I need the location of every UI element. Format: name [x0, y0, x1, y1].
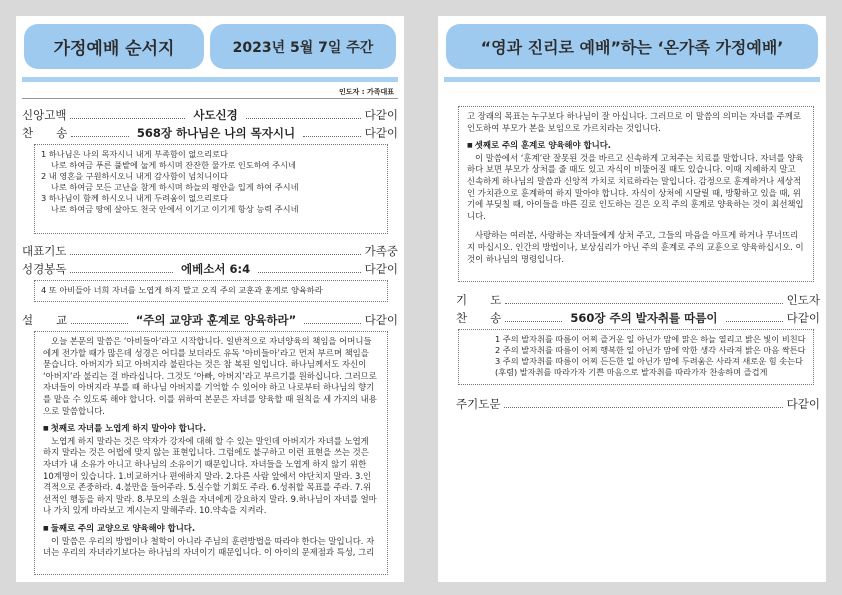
reading-box: [34, 280, 388, 302]
dot-leader: [71, 323, 128, 324]
lyric-line: 나로 하여금 모든 고난을 참게 하시며 하늘의 평안을 입게 하여 주시네: [51, 182, 299, 192]
row-label: 주기도문: [456, 397, 501, 411]
lyric-line: 나로 하여금 푸른 풀밭에 눕게 하시며 잔잔한 물가로 인도하여 주시네: [51, 160, 296, 170]
dot-leader: [303, 136, 361, 137]
row-label: 찬 송: [22, 126, 68, 140]
lyric-line: 3 주의 발자취를 따름이 어찌 든든한 일 아닌가 맘에 두려움은 사라져 새로운 힘 솟는다: [495, 356, 803, 366]
sermon-paragraph: 노엽게 하지 말라는 것은 약자가 강자에 대해 할 수 있는 말인데 아버지가 자녀를 노엽게 하지 말라는 것은 어법에 맞지 않는 표현입니다. 그럼에도 불구하고 이런 표현을 쓰는 것은 자녀가 내 소유가 아니고 하나님의 소유이기 때문입니다. 자녀들을 노엽게 하지 않기 위한 10계명이 있습니다. 1.비교하거나 편애하지 말라. 2.다른 사람 앞에서 야단치지 말라. 3.인격적으로 존중하라. 4.불만을 들어주라. 5.실수할 기회도 주라. 6.성취할 목표를 주라. 7.위선적인 행동을 하지 말라. 8.부모의 소원을 자녀에게 강요하지 말라. 9.하나님이 자녀를 얼마나 가치 있게 바라보고 계시는지 말해주라. 10.약속을 지켜라.: [43, 435, 377, 516]
header-divider: [444, 77, 820, 82]
row-center: “주의 교양과 훈계로 양육하라”: [135, 313, 297, 327]
row-label: 성경봉독: [22, 262, 67, 276]
sermon-paragraph: 고 장래의 목표는 누구보다 하나님이 잘 아십니다. 그러므로 이 말씀의 의미는 자녀를 주께로 인도하여 부모가 본을 보임으로 가르치라는 것입니다.: [467, 111, 801, 133]
row-hymn: [22, 125, 398, 141]
row-right: 다같이: [364, 313, 399, 327]
lyric-line: 2 내 영혼을 구원하시오니 내게 감사함이 넘치니이다: [41, 171, 228, 181]
row-confession: [22, 107, 398, 123]
lyric-line: 2 주의 발자취를 따름이 어찌 행복한 일 아닌가 맘에 악한 생각 사라져 밝은 마음 싹튼다: [495, 345, 806, 355]
row-right: 다같이: [364, 126, 399, 140]
row-sermon: [22, 312, 398, 328]
dot-leader: [505, 303, 782, 304]
bulletin-title: 가정예배 순서지: [24, 24, 204, 69]
dot-leader: [70, 272, 173, 273]
row-label: 신앙고백: [22, 108, 67, 122]
row-prayer: [22, 243, 398, 259]
row-label: 대표기도: [22, 244, 67, 258]
row-center: 사도신경: [193, 108, 238, 122]
bulletin-date: 2023년 5월 7일 주간: [210, 24, 396, 69]
bulletin-slogan: “영과 진리로 예배”하는 ‘온가족 가정예배’: [446, 24, 818, 69]
hymn-lyrics-box: [34, 144, 388, 234]
lyric-line: 나로 하여금 땅에 살아도 천국 안에서 이기고 이기게 항상 능력 주시네: [51, 204, 299, 214]
leader-divider: [22, 98, 398, 99]
sermon-box: [34, 331, 388, 575]
sermon-heading: ■ 셋째로 주의 훈계로 양육해야 합니다.: [467, 140, 805, 153]
row-center: 에베소서 6:4: [181, 262, 251, 276]
sermon-heading: ■ 첫째로 자녀를 노엽게 하지 말아야 합니다.: [43, 423, 379, 436]
sermon-paragraph: 사랑하는 여러분, 사랑하는 자녀들에게 상처 주고, 그들의 마음을 아프게 하거나 무너뜨리지 마십시오. 인간의 방법이나, 보상심리가 아닌 주의 훈계로 주의 교훈으로 양육하십시오. 이것이 하나님의 명령입니다.: [467, 230, 804, 264]
row-center: 568장 하나님은 나의 목자시니: [136, 126, 296, 140]
dot-leader: [304, 323, 361, 324]
lyric-line: 1 하나님은 나의 목자시니 내게 부족함이 없으리로다: [41, 149, 228, 159]
row-hymn: [456, 310, 820, 326]
left-page: [16, 16, 404, 582]
dot-leader: [246, 118, 361, 119]
scripture-text: 4 또 아비들아 너희 자녀를 노엽게 하지 말고 오직 주의 교훈과 훈계로 양육하라: [41, 285, 323, 295]
dot-leader: [70, 118, 185, 119]
row-right: 다같이: [786, 311, 820, 325]
sermon-heading: ■ 둘째로 주의 교양으로 양육해야 합니다.: [43, 523, 379, 536]
right-page: [438, 16, 826, 582]
row-right: 인도자: [786, 293, 820, 307]
row-center: 560장 주의 발자취를 따름이: [570, 311, 718, 325]
row-reading: [22, 261, 398, 277]
row-benediction: [456, 292, 820, 308]
header-divider: [22, 77, 398, 82]
hymn-lyrics-box: [458, 329, 814, 385]
lyric-line: 3 하나님이 함께 하시오니 내게 두려움이 없으리로다: [41, 193, 228, 203]
dot-leader: [71, 136, 129, 137]
sermon-box-continued: [458, 106, 814, 282]
leader-label: 인도자 : 가족대표: [338, 88, 394, 96]
dot-leader: [505, 321, 562, 322]
row-right: 가족중: [364, 244, 398, 258]
dot-leader: [70, 254, 360, 255]
dot-leader: [258, 272, 361, 273]
row-right: 다같이: [364, 108, 399, 122]
row-right: 다같이: [364, 262, 398, 276]
row-lords-prayer: [456, 396, 820, 412]
sermon-paragraph: 오늘 본문의 말씀은 ‘아비들아’라고 시작합니다. 일반적으로 자녀양육의 책임을 어머니들에게 전가할 때가 많은데 성경은 어디를 보더라도 유독 ‘아비들아’라고 먼저 부르며 책임을 묻습니다. 아버지가 되고 아버지라 불린다는 것은 참 복된 일입니다. 하나님께서도 자신이 ‘아버지’라 불리는 걸 바라십니다. 그것도 ‘아빠, 아버지’라고 부르기를 원하십니다. 그러므로 자녀들이 아버지라 부를 때 하나님 아버지를 기억할 수 있어야 하고 나로부터 하나님의 향기를 맡을 수 있도록 해야 합니다. 이를 위하여 본문은 자녀를 양육할 때 원칙을 세 가지의 내용으로 말씀합니다.: [43, 336, 377, 416]
row-label: 설 교: [22, 313, 68, 327]
row-right: 다같이: [786, 397, 820, 411]
row-label: 기 도: [456, 293, 502, 307]
lyric-line: (후렴) 발자취를 따라가자 기쁜 마음으로 발자취를 따라가자 찬송하며 즐겁게: [495, 367, 768, 377]
lyric-line: 1 주의 발자취를 따름이 어찌 즐거운 일 아닌가 맘에 맑은 하늘 열리고 밝은 빛이 비친다: [495, 334, 806, 344]
sermon-paragraph: 이 말씀에서 ‘훈계’란 잘못된 것을 바르고 신속하게 고쳐주는 치료를 말합니다. 자녀를 양육하다 보면 부모가 상처를 줄 때도 있고 자식이 비뚤어질 때도 있습니다. 이때 지혜하지 말고 신속하게 하나님의 말씀과 신앙적 가치로 치료하라는 말입니다. 감정으로 훈계하거나 세상적인 가치관으로 훈계하여 하지 말아야 합니다. 자식이 상처에 시달릴 때, 방황하고 있을 때, 위기에 부딪칠 때, 아이들을 바른 길로 인도하는 길은 오직 주의 훈계로 양육하는 것이 최선책입니다.: [467, 152, 804, 221]
row-label: 찬 송: [456, 311, 502, 325]
dot-leader: [726, 321, 783, 322]
sermon-paragraph: 이 말씀은 우리의 방법이나 철학이 아니라 주님의 훈련방법을 따라야 한다는 말입니다. 자녀는 우리의 자녀라기보다는 하나님의 자녀이기 때문입니다. 이 아이의 문제점과 특성, 그리: [43, 535, 375, 558]
dot-leader: [504, 407, 782, 408]
